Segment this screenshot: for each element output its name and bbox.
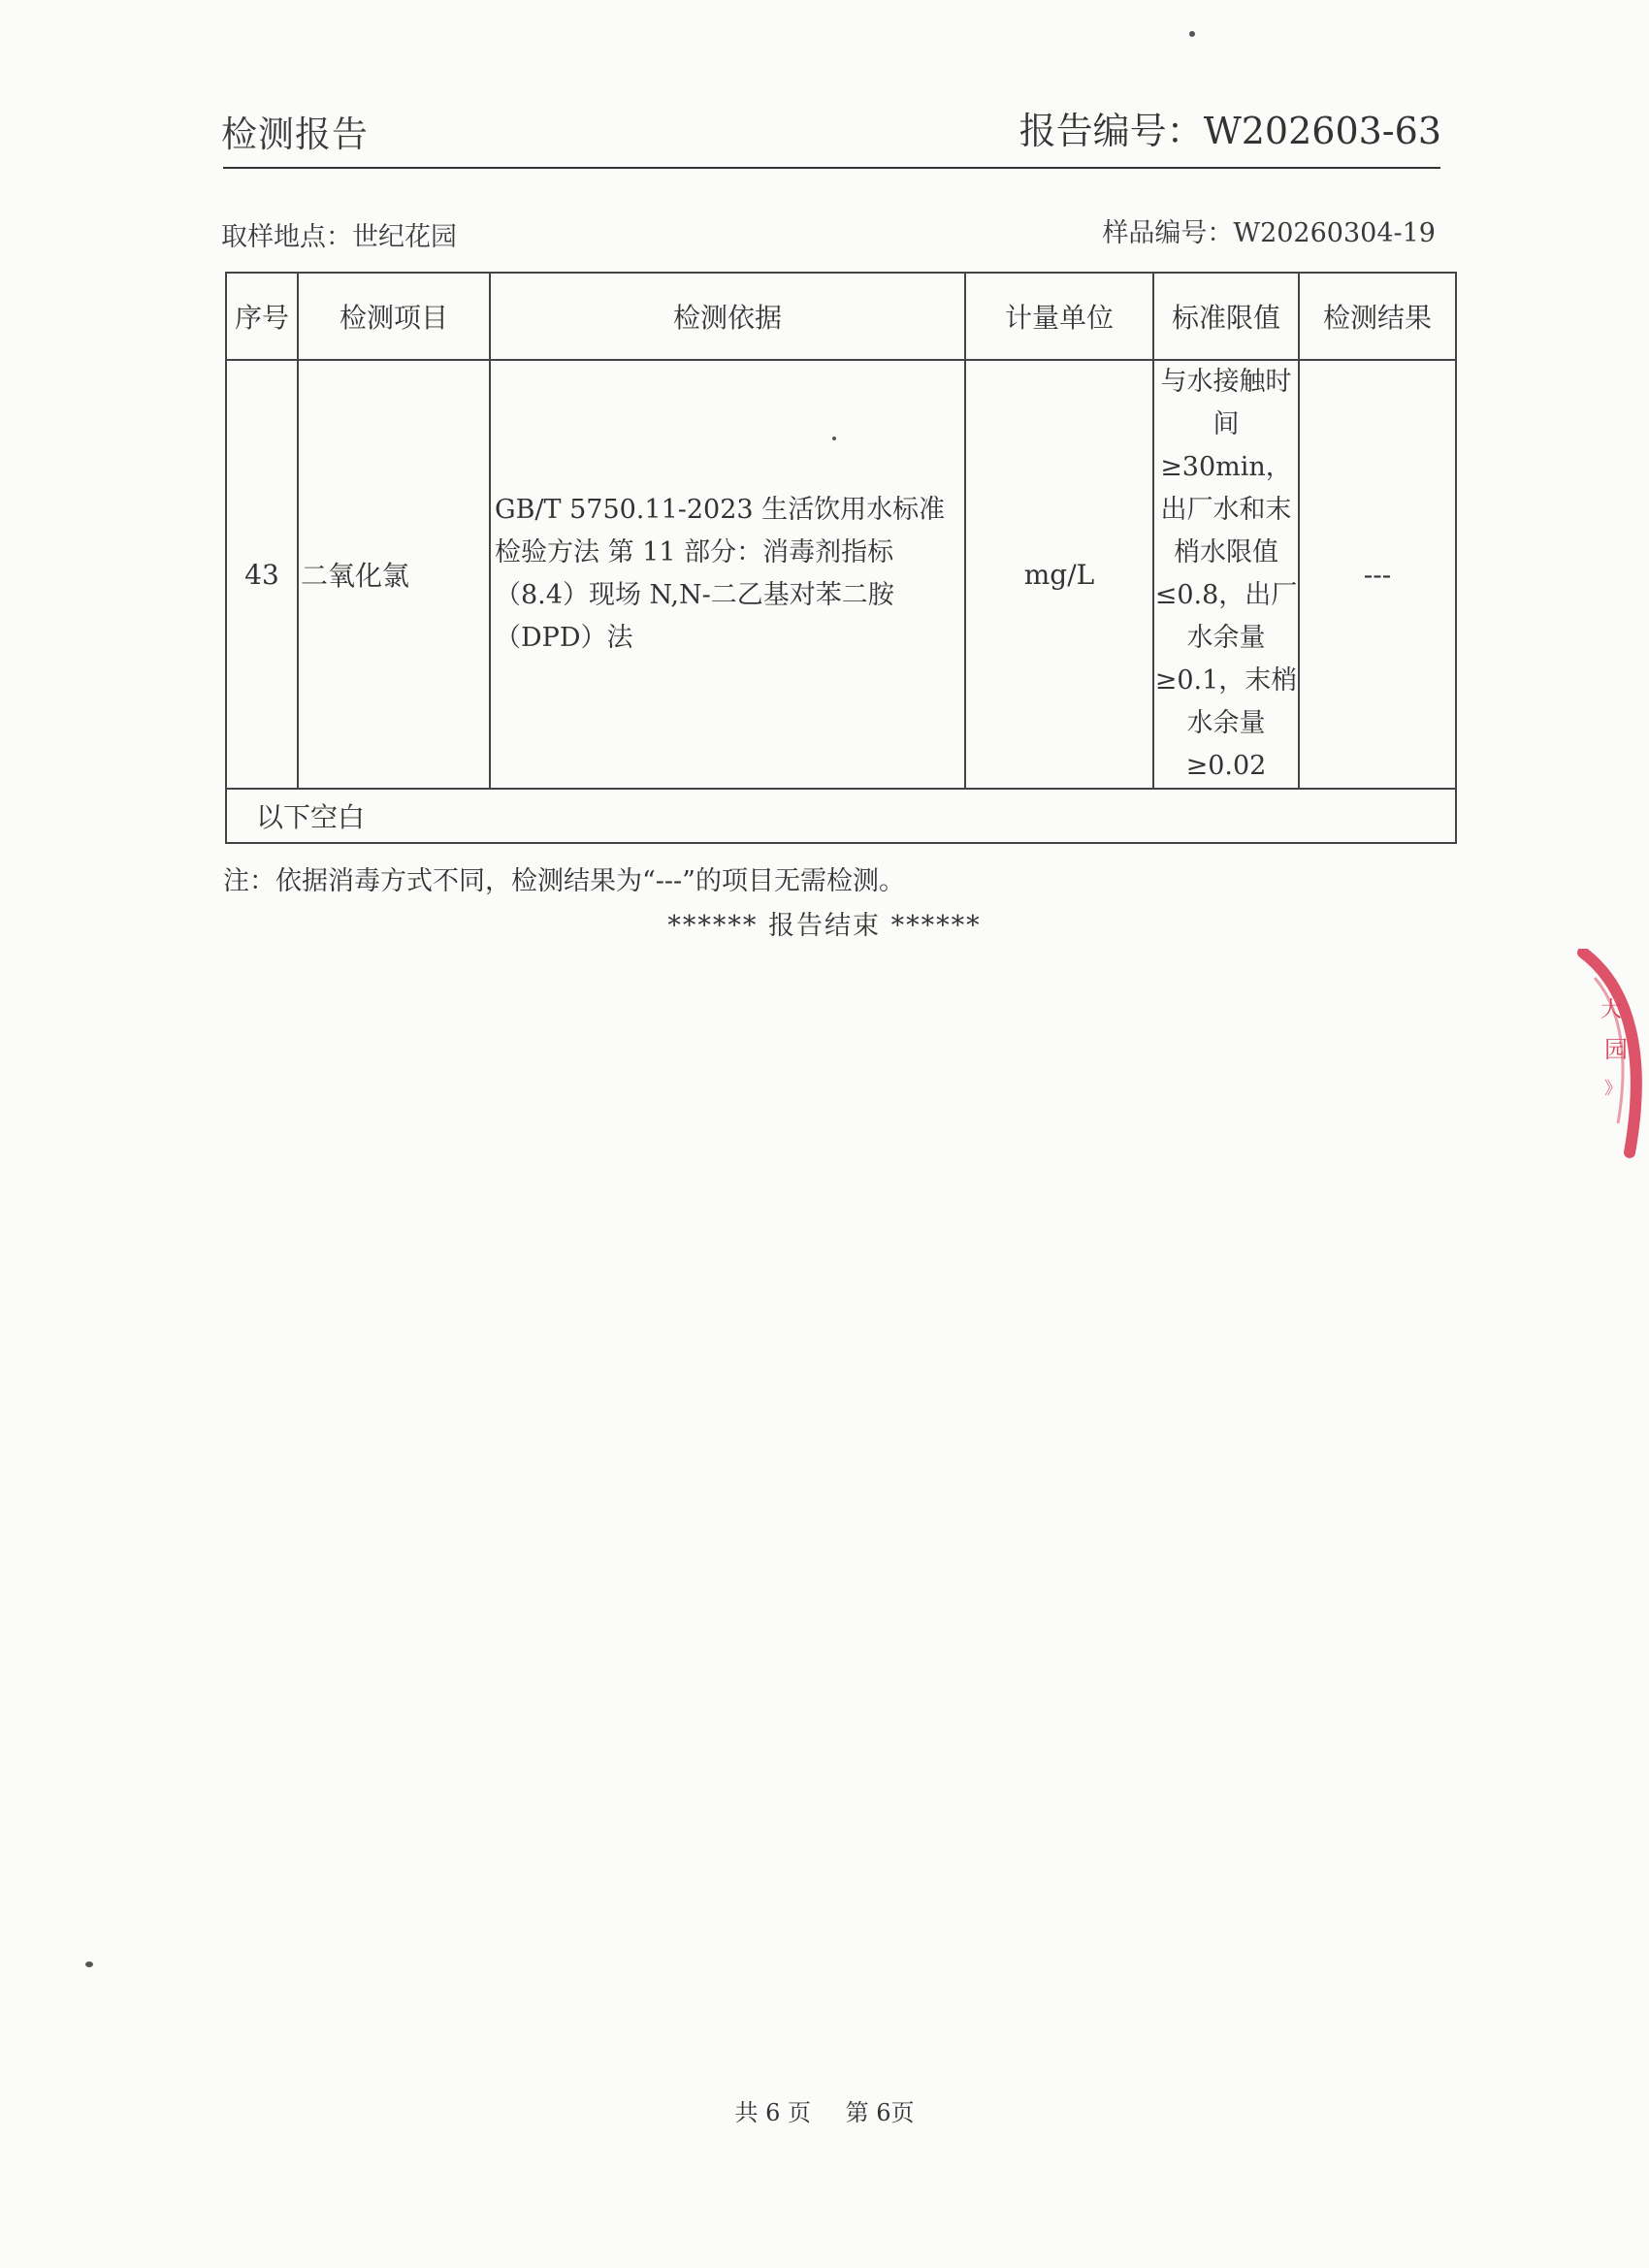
column-header-result: 检测结果: [1299, 273, 1456, 360]
seal-stamp-fragment: [1571, 949, 1649, 1162]
sampling-site-label: 取样地点：: [221, 222, 352, 252]
column-header-unit: 计量单位: [965, 273, 1153, 360]
column-header-basis: 检测依据: [490, 273, 965, 360]
report-number-value: W202603-63: [1203, 110, 1441, 152]
report-number: [1019, 101, 1441, 154]
blank-row: [226, 789, 1456, 843]
sample-number-label: 样品编号：: [1102, 218, 1234, 248]
footnote: 注：依据消毒方式不同，检测结果为“---”的项目无需检测。: [223, 866, 905, 896]
total-pages: 共 6 页: [734, 2099, 811, 2126]
sampling-site-value: 世纪花园: [352, 222, 457, 252]
sample-number-value: W20260304-19: [1233, 218, 1436, 248]
column-header-item: 检测项目: [298, 273, 490, 360]
cell-result: ---: [1299, 360, 1456, 789]
scan-speck: [832, 437, 836, 440]
cell-no: 43: [226, 360, 298, 789]
cell-unit: mg/L: [965, 360, 1153, 789]
header-divider: [223, 167, 1440, 169]
results-table: [225, 272, 1457, 844]
cell-basis: GB/T 5750.11-2023 生活饮用水标准检验方法 第 11 部分：消毒剂指标（8.4）现场 N,N-二乙基对苯二胺（DPD）法: [490, 360, 965, 789]
cell-item: 二氧化氯: [298, 360, 490, 789]
report-number-label: 报告编号：: [1018, 110, 1204, 152]
column-header-limit: 标准限值: [1153, 273, 1299, 360]
cell-limit: 与水接触时间≥30min，出厂水和末梢水限值≤0.8，出厂水余量≥0.1，末梢水余量≥0.02: [1153, 360, 1299, 789]
column-header-no: 序号: [226, 273, 298, 360]
table-row: [226, 360, 1456, 789]
page-footer: [0, 2093, 1649, 2127]
blank-note: 以下空白: [226, 789, 1456, 843]
page-title: 检测报告: [221, 113, 369, 155]
sample-number: [1102, 211, 1436, 249]
current-page: 第 6页: [845, 2099, 915, 2126]
scan-speck: [1189, 31, 1195, 37]
scan-speck: [85, 1961, 93, 1967]
svg-text:大: 大: [1600, 998, 1623, 1022]
svg-text:园: 园: [1604, 1036, 1628, 1063]
sampling-site: [221, 215, 457, 253]
table-header-row: [226, 273, 1456, 360]
report-end-mark: ****** 报告结束 ******: [667, 911, 982, 941]
svg-text:》: 》: [1604, 1079, 1622, 1099]
